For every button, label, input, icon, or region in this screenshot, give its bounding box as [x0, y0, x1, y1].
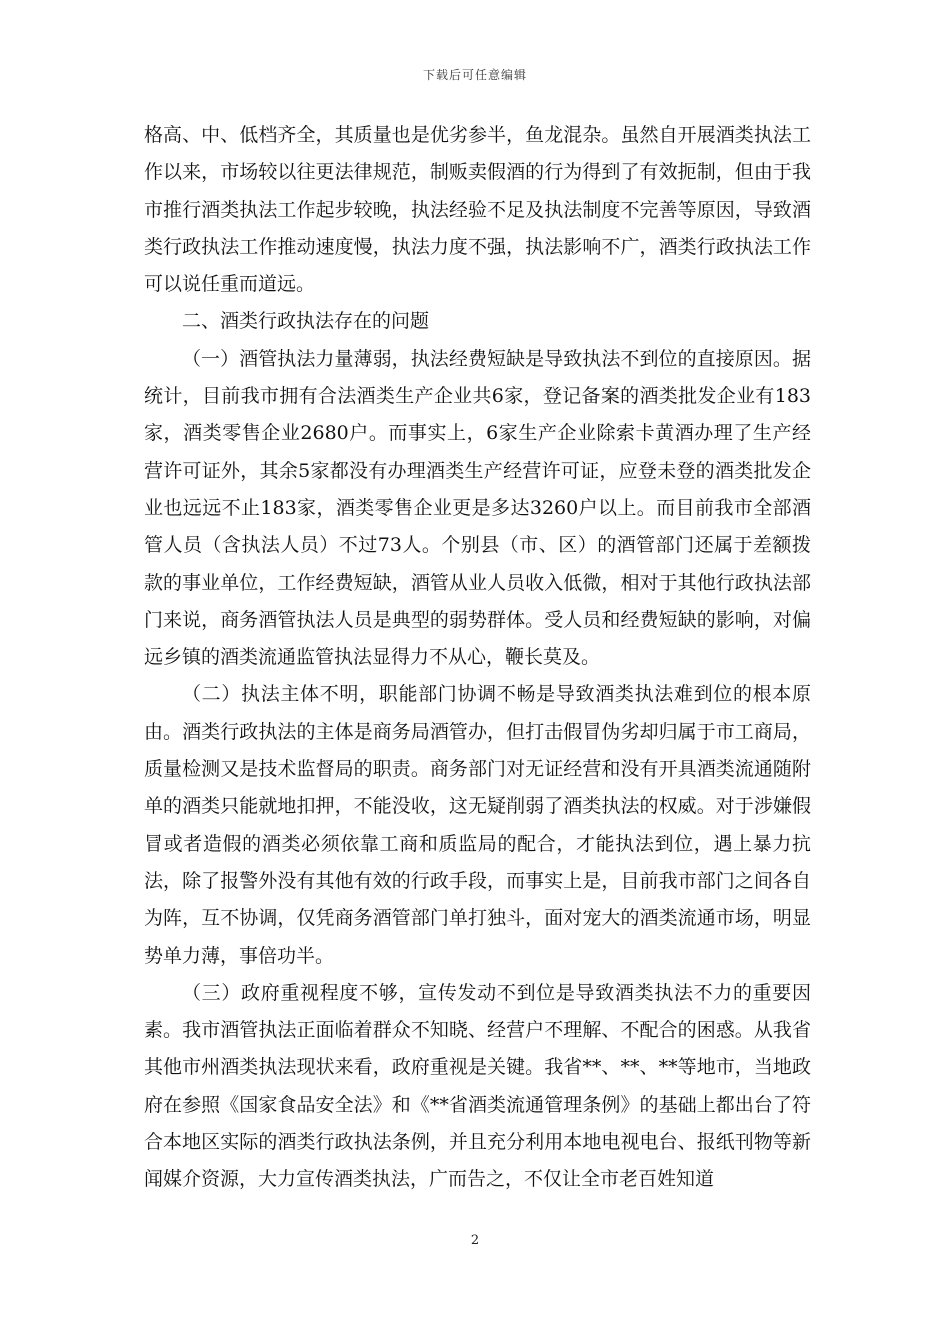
paragraph-continuation: 格高、中、低档齐全，其质量也是优劣参半，鱼龙混杂。虽然自开展酒类执法工作以来，市场较以往更法律规范，制贩卖假酒的行为得到了有效扼制，但由于我市推行酒类执法工作起步较晚，执法经验不足及执法制度不完善等原因，导致酒类行政执法工作推动速度慢，执法力度不强，执法影响不广，酒类行政执法工作可以说任重而道远。: [144, 124, 811, 296]
paragraph-issue-1: （一）酒管执法力量薄弱，执法经费短缺是导致执法不到位的直接原因。据统计，目前我市拥有合法酒类生产企业共6家，登记备案的酒类批发企业有183家，酒类零售企业2680户。而事实上，6家生产企业除索卡黄酒办理了生产经营许可证外，其余5家都没有办理酒类生产经营许可证，应登未登的酒类批发企业也远远不止183家，酒类零售企业更是多达3260户以上。而目前我市全部酒管人员（含执法人员）不过73人。个别县（市、区）的酒管部门还属于差额拨款的事业单位，工作经费短缺，酒管从业人员收入低微，相对于其他行政执法部门来说，商务酒管执法人员是典型的弱势群体。受人员和经费短缺的影响，对偏远乡镇的酒类流通监管执法显得力不从心，鞭长莫及。: [144, 347, 811, 669]
document-body: [144, 117, 811, 1199]
section-heading: 二、酒类行政执法存在的问题: [182, 310, 430, 333]
page-header: 下载后可任意编辑: [422, 68, 527, 82]
paragraph-issue-2: （二）执法主体不明，职能部门协调不畅是导致酒类执法难到位的根本原由。酒类行政执法的主体是商务局酒管办，但打击假冒伪劣却归属于市工商局，质量检测又是技术监督局的职责。商务部门对无证经营和没有开具酒类流通随附单的酒类只能就地扣押，不能没收，这无疑削弱了酒类执法的权威。对于涉嫌假冒或者造假的酒类必须依靠工商和质监局的配合，才能执法到位，遇上暴力抗法，除了报警外没有其他有效的行政手段，而事实上是，目前我市部门之间各自为阵，互不协调，仅凭商务酒管部门单打独斗，面对宠大的酒类流通市场，明显势单力薄，事倍功半。: [144, 683, 811, 967]
page-number: 2: [470, 1233, 480, 1248]
paragraph-issue-3: （三）政府重视程度不够，宣传发动不到位是导致酒类执法不力的重要因素。我市酒管执法正面临着群众不知晓、经营户不理解、不配合的困惑。从我省其他市州酒类执法现状来看，政府重视是关键。我省**、**、**等地市，当地政府在参照《国家食品安全法》和《**省酒类流通管理条例》的基础上都出台了符合本地区实际的酒类行政执法条例，并且充分利用本地电视电台、报纸刊物等新闻媒介资源，大力宣传酒类执法，广而告之，不仅让全市老百姓知道: [144, 981, 811, 1191]
